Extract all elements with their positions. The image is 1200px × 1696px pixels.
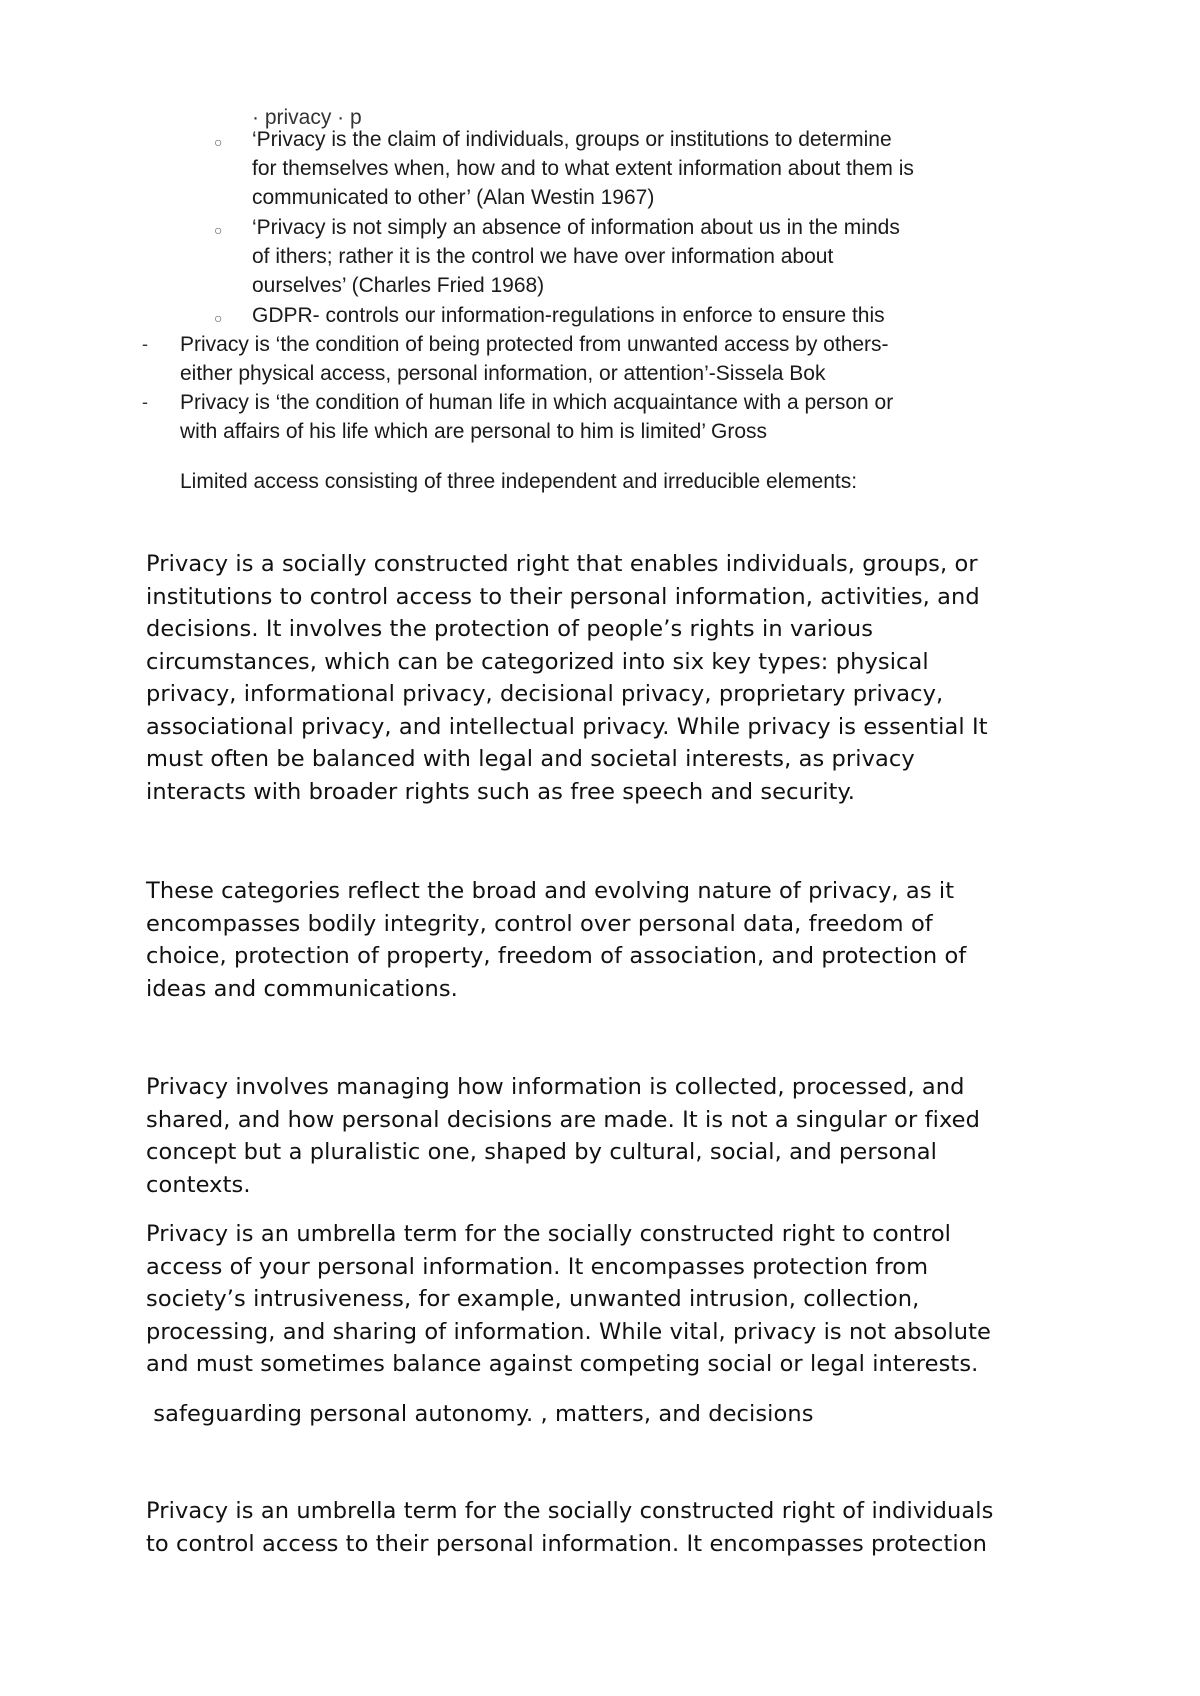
paragraph-line: encompasses bodily integrity, control over personal data, freedom of <box>146 910 933 937</box>
quote-line: GDPR- controls our information-regulations in enforce to ensure this <box>252 304 885 327</box>
hollow-circle-bullet-icon: ○ <box>214 222 223 238</box>
hollow-circle-bullet-icon: ○ <box>214 310 223 326</box>
paragraph-line: interacts with broader rights such as free speech and security. <box>146 778 856 805</box>
paragraph-line: must often be balanced with legal and societal interests, as privacy <box>146 746 915 772</box>
paragraph-line: ideas and communications. <box>146 975 458 1002</box>
quote-line: ‘Privacy is not simply an absence of information about us in the minds <box>252 216 900 239</box>
quote-line: ‘Privacy is the claim of individuals, groups or institutions to determine <box>252 128 892 151</box>
paragraph-line: and must sometimes balance against competing social or legal interests. <box>146 1351 979 1377</box>
quote-line: for themselves when, how and to what extent information about them is <box>252 157 914 180</box>
paragraph-line: decisions. It involves the protection of people’s rights in various <box>146 616 874 642</box>
paragraph-line: privacy, informational privacy, decisional privacy, proprietary privacy, <box>146 681 944 707</box>
dash-bullet-icon: - <box>142 334 148 354</box>
definition-line: either physical access, personal information, or attention’-Sissela Bok <box>180 362 826 385</box>
paragraph-line: contexts. <box>146 1171 251 1198</box>
paragraph-line: Privacy involves managing how information is collected, processed, and <box>146 1074 965 1100</box>
notes-cut-bottom-text: Limited access consisting of three independent and irreducible elements: <box>180 470 858 493</box>
paragraph-line: circumstances, which can be categorized into six key types: physical <box>146 648 929 675</box>
paragraph-line: processing, and sharing of information. While vital, privacy is not absolute <box>146 1318 991 1345</box>
paragraph-line: These categories reflect the broad and evolving nature of privacy, as it <box>146 878 955 904</box>
quote-line: communicated to other’ (Alan Westin 1967) <box>252 186 655 209</box>
paragraph <box>146 1218 1076 1381</box>
paragraph-line: Privacy is an umbrella term for the socially constructed right to control <box>146 1221 952 1247</box>
definition-line: Privacy is ‘the condition of being protected from unwanted access by others- <box>180 333 889 356</box>
paragraph-line: associational privacy, and intellectual privacy. While privacy is essential It <box>146 713 988 740</box>
notes-cut-top-text: · privacy · p <box>252 106 362 129</box>
paragraph-line: institutions to control access to their personal information, activities, and <box>146 583 980 610</box>
definition-line: with affairs of his life which are personal to him is limited’ Gross <box>180 420 768 443</box>
quote-line: ourselves’ (Charles Fried 1968) <box>252 274 545 297</box>
paragraph <box>146 1071 1076 1201</box>
paragraph <box>146 1398 1076 1431</box>
paragraph-line: concept but a pluralistic one, shaped by cultural, social, and personal <box>146 1139 937 1165</box>
paragraph-line: Privacy is an umbrella term for the socially constructed right of individuals <box>146 1498 994 1524</box>
paragraph-line: shared, and how personal decisions are made. It is not a singular or fixed <box>146 1106 981 1133</box>
definition-line: Privacy is ‘the condition of human life in which acquaintance with a person or <box>180 391 894 414</box>
document-body <box>146 0 1076 1696</box>
dash-bullet-icon: - <box>142 392 148 412</box>
paragraph-line: society’s intrusiveness, for example, unwanted intrusion, collection, <box>146 1286 920 1312</box>
hollow-circle-bullet-icon: ○ <box>214 134 223 150</box>
paragraph-line: Privacy is a socially constructed right that enables individuals, groups, or <box>146 551 978 577</box>
paragraph <box>146 875 1076 1005</box>
paragraph <box>146 548 1076 808</box>
quote-line: of ithers; rather it is the control we have over information about <box>252 245 834 268</box>
paragraph-line: access of your personal information. It encompasses protection from <box>146 1253 929 1280</box>
paragraph-line: safeguarding personal autonomy. , matters, and decisions <box>146 1401 814 1427</box>
paragraph-line: to control access to their personal information. It encompasses protection <box>146 1530 987 1557</box>
paragraph <box>146 1495 1076 1560</box>
paragraph-line: choice, protection of property, freedom of association, and protection of <box>146 943 967 969</box>
